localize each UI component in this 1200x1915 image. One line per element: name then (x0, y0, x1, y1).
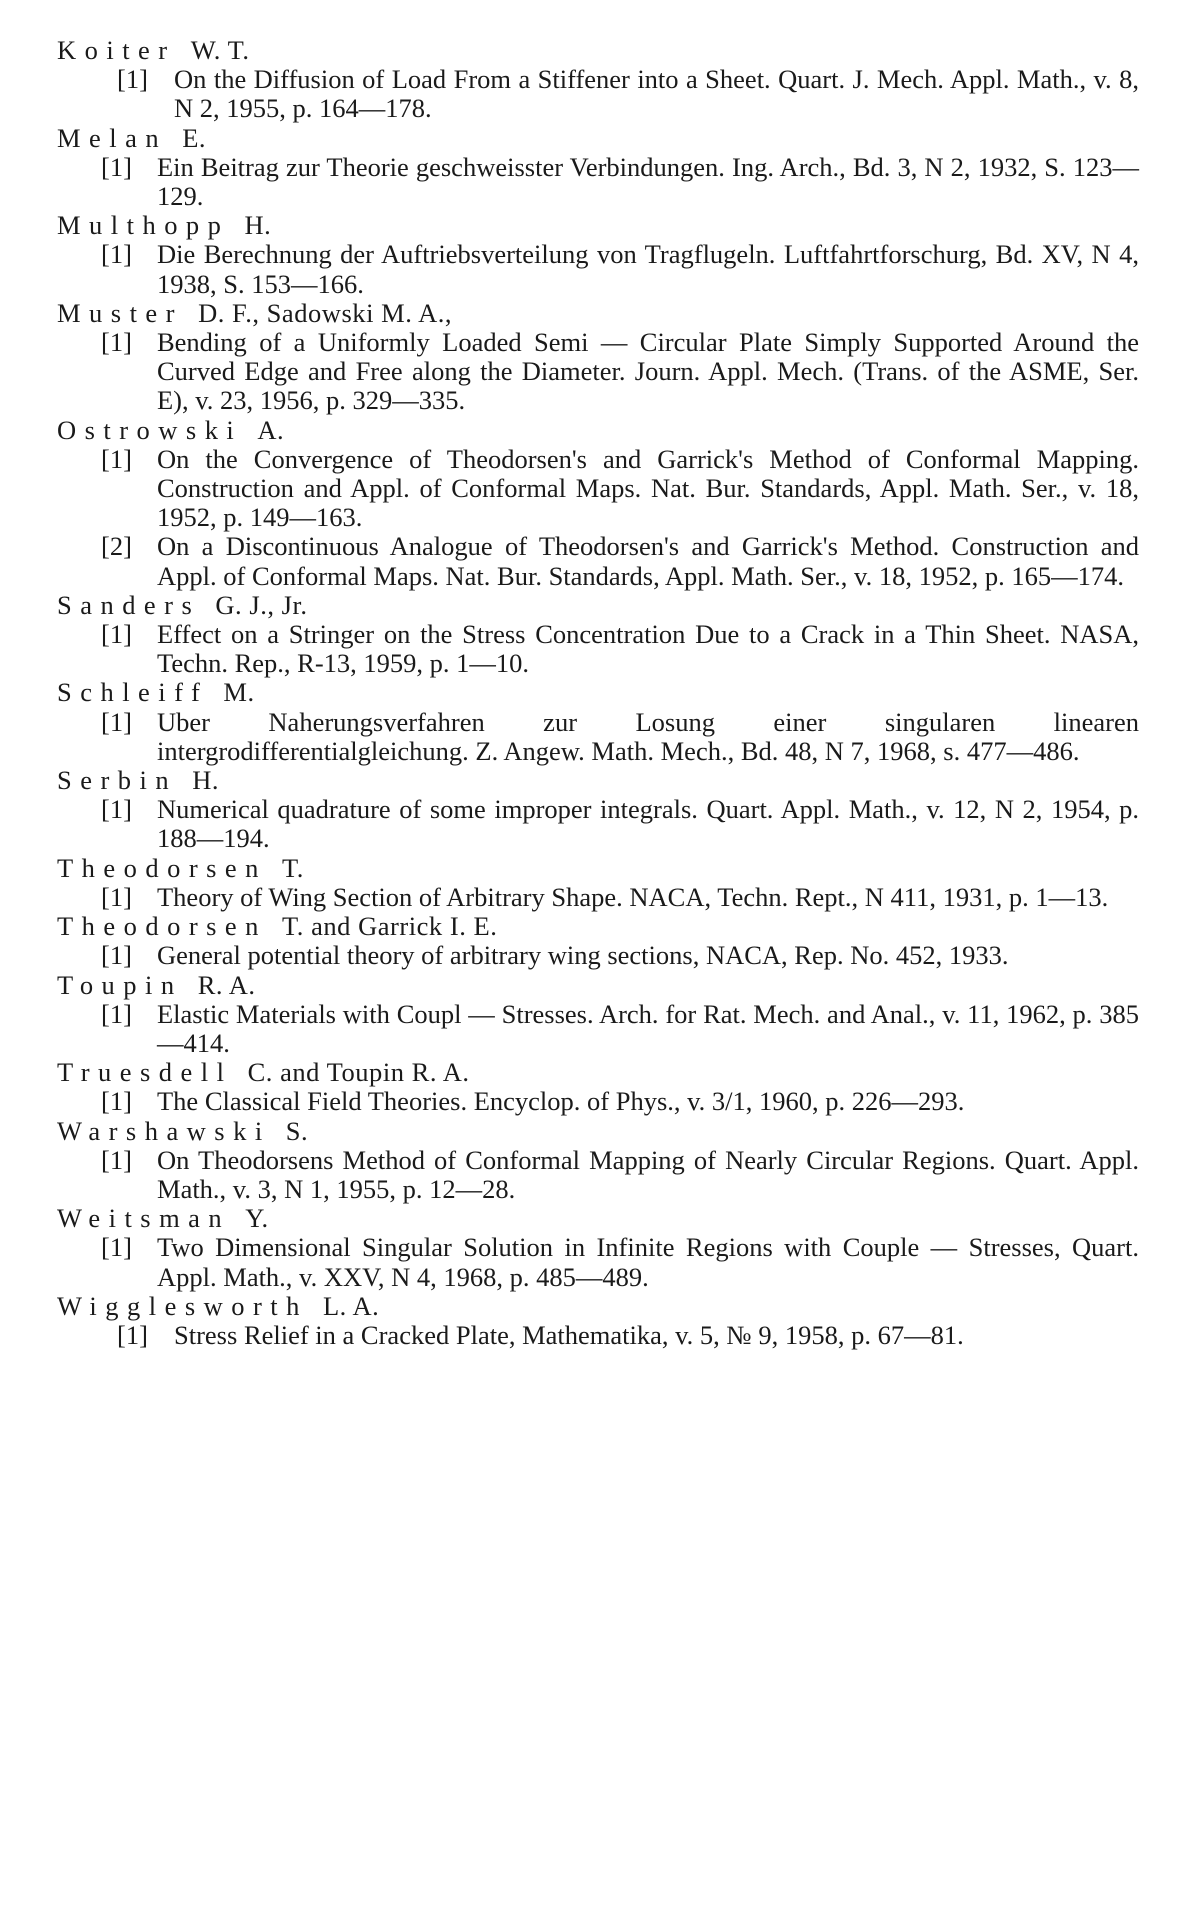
bib-entry-ostrowski (57, 416, 1139, 591)
bib-entry-muster (57, 299, 1139, 416)
reference-text: Stress Relief in a Cracked Plate, Mathematika, v. 5, № 9, 1958, p. 67—81. (174, 1319, 964, 1350)
reference-number: [1] (101, 706, 132, 737)
reference-text: Theory of Wing Section of Arbitrary Shape. NACA, Techn. Rept., N 411, 1931, p. 1—13. (157, 881, 1109, 912)
author-name: Theodorsen T. and Garrick I. E. (57, 911, 498, 942)
reference-item (57, 1087, 1139, 1116)
author-name: Wigglesworth L. A. (57, 1290, 380, 1321)
bibliography-page (57, 36, 1139, 1350)
author-name: Schleiff M. (57, 677, 255, 708)
reference-item (57, 1233, 1139, 1291)
reference-text: On a Discontinuous Analogue of Theodorsen's and Garrick's Method. Construction and Appl. of Conformal Maps. Nat. Bur. Standards, Appl. Math. Ser., v. 18, 1952, p. 165—174. (157, 531, 1139, 591)
reference-text: On Theodorsens Method of Conformal Mapping of Nearly Circular Regions. Quart. Appl. Math., v. 3, N 1, 1955, p. 12—28. (157, 1144, 1139, 1204)
reference-text: Effect on a Stringer on the Stress Concentration Due to a Crack in a Thin Sheet. NASA, Techn. Rep., R-13, 1959, p. 1—10. (157, 619, 1139, 679)
reference-item (57, 445, 1139, 533)
author-name: Ostrowski A. (57, 414, 285, 445)
reference-number: [1] (101, 443, 132, 474)
reference-item (57, 620, 1139, 678)
reference-text: General potential theory of arbitrary wing sections, NACA, Rep. No. 452, 1933. (157, 940, 1009, 971)
reference-text: On the Diffusion of Load From a Stiffener into a Sheet. Quart. J. Mech. Appl. Math., v. 8, N 2, 1955, p. 164—178. (174, 64, 1139, 124)
author-name: Melan E. (57, 122, 207, 153)
reference-text: The Classical Field Theories. Encyclop. of Phys., v. 3/1, 1960, p. 226—293. (157, 1086, 965, 1117)
bib-entry-truesdell (57, 1058, 1139, 1116)
reference-item (57, 65, 1139, 123)
author-name: Koiter W. T. (57, 35, 250, 65)
reference-item (57, 240, 1139, 298)
bib-entry-koiter (57, 36, 1139, 124)
bib-entry-theodorsen-garrick (57, 912, 1139, 970)
reference-number: [1] (101, 619, 132, 650)
reference-item (57, 941, 1139, 970)
author-name: Truesdell C. and Toupin R. A. (57, 1057, 470, 1088)
author-name: Serbin H. (57, 765, 220, 796)
reference-item (57, 1000, 1139, 1058)
reference-item (57, 708, 1139, 766)
author-name: Multhopp H. (57, 210, 272, 241)
reference-number: [1] (101, 1232, 132, 1263)
reference-text: Ein Beitrag zur Theorie geschweisster Verbindungen. Ing. Arch., Bd. 3, N 2, 1932, S. 123—129. (157, 151, 1139, 212)
reference-item (57, 1146, 1139, 1204)
author-name: Muster D. F., Sadowski M. A., (57, 297, 453, 328)
reference-number: [1] (101, 998, 132, 1029)
reference-number: [1] (117, 1319, 148, 1350)
bib-entry-wigglesworth (57, 1292, 1139, 1350)
bib-entry-schleiff (57, 678, 1139, 766)
reference-text: Two Dimensional Singular Solution in Infinite Regions with Couple — Stresses, Quart. Appl. Math., v. XXV, N 4, 1968, p. 485—489. (157, 1232, 1139, 1292)
bib-entry-multhopp (57, 211, 1139, 299)
reference-text: Elastic Materials with Coupl — Stresses. Arch. for Rat. Mech. and Anal., v. 11, 1962, p. 385—414. (157, 998, 1139, 1058)
reference-number: [1] (101, 881, 132, 912)
reference-text: On the Convergence of Theodorsen's and Garrick's Method of Conformal Mapping. Construction and Appl. of Conformal Maps. Nat. Bur. Standards, Appl. Math. Ser., v. 18, 1952, p. 149—163. (157, 443, 1139, 533)
reference-item (57, 1321, 1139, 1350)
reference-number: [1] (101, 239, 132, 270)
reference-item (57, 153, 1139, 211)
reference-item (57, 883, 1139, 912)
author-name: Warshawski S. (57, 1115, 309, 1146)
reference-number: [1] (101, 1086, 132, 1117)
author-name: Weitsman Y. (57, 1203, 269, 1234)
bib-entry-warshawski (57, 1117, 1139, 1205)
reference-number: [1] (117, 64, 148, 95)
bib-entry-weitsman (57, 1204, 1139, 1292)
bib-entry-sanders (57, 591, 1139, 679)
bib-entry-melan (57, 124, 1139, 212)
reference-item (57, 328, 1139, 416)
reference-item (57, 532, 1139, 590)
reference-number: [1] (101, 940, 132, 971)
reference-item (57, 795, 1139, 853)
reference-text: Bending of a Uniformly Loaded Semi — Circular Plate Simply Supported Around the Curved Edge and Free along the Diameter. Journ. Appl. Mech. (Trans. of the ASME, Ser. E), v. 23, 1956, p. 329—335. (157, 327, 1139, 416)
bib-entry-theodorsen (57, 854, 1139, 912)
reference-number: [1] (101, 1144, 132, 1175)
reference-text: Die Berechnung der Auftriebsverteilung von Tragflugeln. Luftfahrtforschurg, Bd. XV, N 4, 1938, S. 153—166. (157, 239, 1139, 299)
bib-entry-serbin (57, 766, 1139, 854)
reference-number: [1] (101, 327, 132, 358)
reference-number: [1] (101, 794, 132, 825)
reference-text: Uber Naherungsverfahren zur Losung einer singularen linearen intergrodifferentialgleichung. Z. Angew. Math. Mech., Bd. 48, N 7, 1968, s. 477—486. (157, 706, 1139, 766)
author-name: Toupin R. A. (57, 969, 256, 1000)
reference-number: [2] (101, 531, 132, 562)
reference-number: [1] (101, 151, 132, 182)
author-name: Theodorsen T. (57, 852, 304, 883)
author-name: Sanders G. J., Jr. (57, 589, 308, 620)
reference-text: Numerical quadrature of some improper integrals. Quart. Appl. Math., v. 12, N 2, 1954, p. 188—194. (157, 794, 1139, 854)
bib-entry-toupin (57, 971, 1139, 1059)
